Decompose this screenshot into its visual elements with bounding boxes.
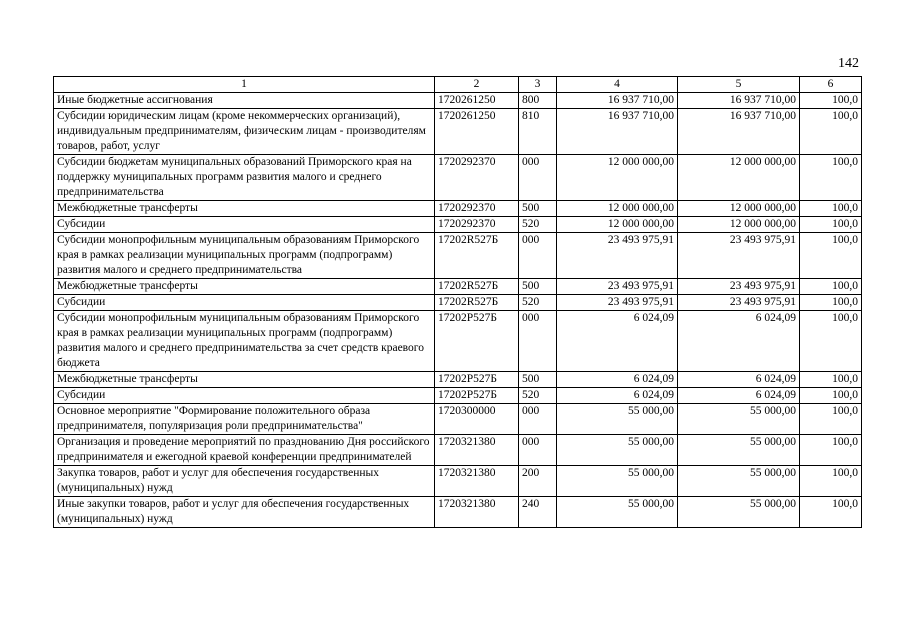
cell-fact: 55 000,00	[678, 435, 800, 466]
cell-plan: 23 493 975,91	[557, 295, 678, 311]
cell-type: 200	[519, 466, 557, 497]
cell-name: Межбюджетные трансферты	[54, 372, 435, 388]
cell-fact: 6 024,09	[678, 372, 800, 388]
cell-plan: 55 000,00	[557, 404, 678, 435]
cell-name: Межбюджетные трансферты	[54, 201, 435, 217]
cell-fact: 16 937 710,00	[678, 109, 800, 155]
cell-name: Субсидии	[54, 295, 435, 311]
cell-pct: 100,0	[800, 217, 862, 233]
cell-pct: 100,0	[800, 109, 862, 155]
cell-pct: 100,0	[800, 93, 862, 109]
cell-type: 800	[519, 93, 557, 109]
cell-name: Иные закупки товаров, работ и услуг для обеспечения государственных (муниципальных) нужд	[54, 497, 435, 528]
cell-name: Субсидии юридическим лицам (кроме некоммерческих организаций), индивидуальным предпринимателям, физическим лицам - производителям товаров, работ, услуг	[54, 109, 435, 155]
cell-code: 17202P527Б	[435, 372, 519, 388]
cell-plan: 55 000,00	[557, 435, 678, 466]
cell-fact: 55 000,00	[678, 466, 800, 497]
cell-name: Субсидии	[54, 217, 435, 233]
cell-pct: 100,0	[800, 388, 862, 404]
table-row	[54, 372, 862, 388]
cell-fact: 23 493 975,91	[678, 279, 800, 295]
cell-type: 810	[519, 109, 557, 155]
cell-pct: 100,0	[800, 311, 862, 372]
table-row	[54, 404, 862, 435]
cell-type: 000	[519, 311, 557, 372]
table-row	[54, 279, 862, 295]
cell-plan: 6 024,09	[557, 388, 678, 404]
cell-code: 17202R527Б	[435, 279, 519, 295]
cell-type: 500	[519, 201, 557, 217]
cell-type: 500	[519, 372, 557, 388]
cell-pct: 100,0	[800, 201, 862, 217]
column-header: 4	[557, 77, 678, 93]
cell-pct: 100,0	[800, 295, 862, 311]
cell-type: 000	[519, 404, 557, 435]
cell-fact: 23 493 975,91	[678, 295, 800, 311]
column-header: 6	[800, 77, 862, 93]
cell-type: 240	[519, 497, 557, 528]
cell-code: 17202P527Б	[435, 311, 519, 372]
cell-code: 1720300000	[435, 404, 519, 435]
cell-plan: 55 000,00	[557, 466, 678, 497]
table-row	[54, 155, 862, 201]
cell-code: 1720321380	[435, 435, 519, 466]
table-row	[54, 435, 862, 466]
cell-fact: 23 493 975,91	[678, 233, 800, 279]
table-row	[54, 295, 862, 311]
cell-code: 17202P527Б	[435, 388, 519, 404]
table-row	[54, 497, 862, 528]
cell-fact: 12 000 000,00	[678, 201, 800, 217]
cell-type: 520	[519, 217, 557, 233]
column-header: 2	[435, 77, 519, 93]
cell-name: Иные бюджетные ассигнования	[54, 93, 435, 109]
cell-plan: 16 937 710,00	[557, 93, 678, 109]
table-row	[54, 217, 862, 233]
cell-fact: 12 000 000,00	[678, 217, 800, 233]
cell-type: 000	[519, 435, 557, 466]
cell-fact: 16 937 710,00	[678, 93, 800, 109]
header-row	[54, 77, 862, 93]
cell-code: 1720321380	[435, 497, 519, 528]
table-row	[54, 466, 862, 497]
cell-name: Субсидии монопрофильным муниципальным образованиям Приморского края в рамках реализации муниципальных программ (подпрограмм) развития малого и среднего предпринимательства	[54, 233, 435, 279]
cell-fact: 12 000 000,00	[678, 155, 800, 201]
cell-name: Организация и проведение мероприятий по празднованию Дня российского предпринимателя и ежегодной краевой конференции предпринимателей	[54, 435, 435, 466]
cell-code: 1720261250	[435, 109, 519, 155]
cell-plan: 12 000 000,00	[557, 201, 678, 217]
cell-plan: 16 937 710,00	[557, 109, 678, 155]
table-row	[54, 201, 862, 217]
table-row	[54, 311, 862, 372]
cell-plan: 6 024,09	[557, 372, 678, 388]
cell-plan: 55 000,00	[557, 497, 678, 528]
cell-code: 1720261250	[435, 93, 519, 109]
table-row	[54, 233, 862, 279]
cell-pct: 100,0	[800, 435, 862, 466]
cell-plan: 12 000 000,00	[557, 217, 678, 233]
cell-fact: 55 000,00	[678, 497, 800, 528]
cell-fact: 55 000,00	[678, 404, 800, 435]
cell-plan: 6 024,09	[557, 311, 678, 372]
cell-type: 520	[519, 388, 557, 404]
cell-code: 17202R527Б	[435, 233, 519, 279]
column-header: 5	[678, 77, 800, 93]
cell-fact: 6 024,09	[678, 388, 800, 404]
cell-fact: 6 024,09	[678, 311, 800, 372]
cell-plan: 23 493 975,91	[557, 279, 678, 295]
cell-name: Основное мероприятие "Формирование положительного образа предпринимателя, популяризация роли предпринимательства"	[54, 404, 435, 435]
cell-pct: 100,0	[800, 404, 862, 435]
cell-pct: 100,0	[800, 497, 862, 528]
cell-name: Субсидии	[54, 388, 435, 404]
cell-type: 000	[519, 233, 557, 279]
table-body	[54, 93, 862, 528]
table-row	[54, 93, 862, 109]
cell-code: 17202R527Б	[435, 295, 519, 311]
column-header: 3	[519, 77, 557, 93]
table-row	[54, 388, 862, 404]
budget-table	[53, 76, 862, 528]
cell-type: 500	[519, 279, 557, 295]
cell-type: 520	[519, 295, 557, 311]
cell-code: 1720321380	[435, 466, 519, 497]
cell-name: Межбюджетные трансферты	[54, 279, 435, 295]
cell-name: Субсидии монопрофильным муниципальным образованиям Приморского края в рамках реализации муниципальных программ (подпрограмм) развития малого и среднего предпринимательства за счет средств краевого бюджета	[54, 311, 435, 372]
cell-code: 1720292370	[435, 155, 519, 201]
cell-name: Субсидии бюджетам муниципальных образований Приморского края на поддержку муниципальных программ развития малого и среднего предпринимательства	[54, 155, 435, 201]
cell-pct: 100,0	[800, 466, 862, 497]
cell-pct: 100,0	[800, 279, 862, 295]
cell-plan: 12 000 000,00	[557, 155, 678, 201]
cell-type: 000	[519, 155, 557, 201]
cell-name: Закупка товаров, работ и услуг для обеспечения государственных (муниципальных) нужд	[54, 466, 435, 497]
cell-code: 1720292370	[435, 201, 519, 217]
cell-pct: 100,0	[800, 155, 862, 201]
column-header: 1	[54, 77, 435, 93]
cell-pct: 100,0	[800, 372, 862, 388]
cell-pct: 100,0	[800, 233, 862, 279]
page-number: 142	[838, 56, 859, 71]
cell-plan: 23 493 975,91	[557, 233, 678, 279]
table-row	[54, 109, 862, 155]
cell-code: 1720292370	[435, 217, 519, 233]
